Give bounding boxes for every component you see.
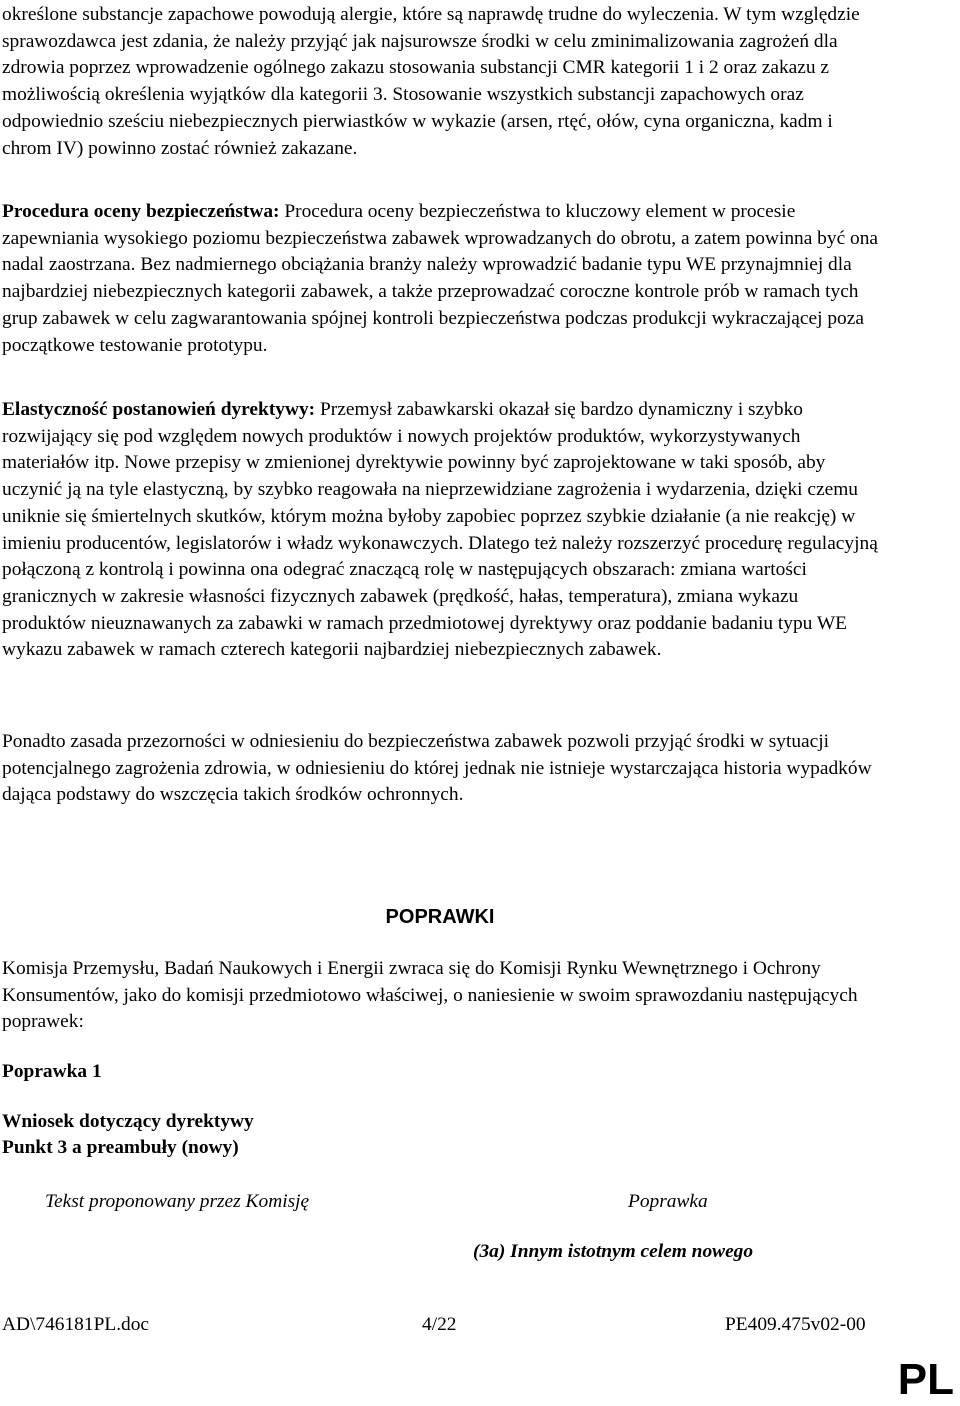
column-label-amendment: Poprawka [628, 1191, 708, 1212]
footer-page-number: 4/22 [422, 1314, 457, 1335]
footer-doc-ref: AD\746181PL.doc [2, 1314, 150, 1335]
proposal-line-2: Punkt 3 a preambuły (nowy) [2, 1137, 239, 1158]
paragraph-precaution: Ponadto zasada przezorności w odniesieniu do bezpieczeństwa zabawek pozwoli przyjąć środki w sytuacji potencjalnego zagrożenia zdrowia, w odniesieniu do której jednak nie istnieje wystarczająca historia wypadków dająca podstawy do wszczęcia takich środków ochronnych. [2, 731, 872, 806]
language-code: PL [897, 1355, 954, 1404]
paragraph-fragrances: określone substancje zapachowe powodują alergie, które są naprawdę trudne do wyleczenia. W tym względzie sprawozdawca jest zdania, że należy przyjąć jak najsurowsze środki w celu zminimalizowania zagrożeń dla zdrowia poprzez wprowadzenie ogólnego zakazu stosowania substancji CMR kategorii 1 i 2 oraz zakazu z możliwością określenia wyjątków dla kategorii 3. Stosowanie wszystkich substancji zapachowych oraz odpowiednio sześciu niebezpiecznych pierwiastków w wykazie (arsen, rtęć, ołów, cyna organiczna, kadm i chrom IV) powinno zostać również zakazane. [2, 4, 860, 159]
amendment-number: Poprawka 1 [2, 1061, 102, 1082]
paragraph-flexibility [2, 397, 882, 664]
amendment-text: (3a) Innym istotnym celem nowego [473, 1241, 754, 1262]
proposal-line-1: Wniosek dotyczący dyrektywy [2, 1111, 254, 1132]
footer-pe-ref: PE409.475v02-00 [725, 1314, 866, 1335]
paragraph-safety-assessment-title: Procedura oceny bezpieczeństwa: [2, 201, 280, 222]
amendments-intro: Komisja Przemysłu, Badań Naukowych i Energii zwraca się do Komisji Rynku Wewnętrznego i Ochrony Konsumentów, jako do komisji przedmiotowo właściwej, o naniesienie w swoim sprawozdaniu następujących poprawek: [2, 958, 858, 1033]
paragraph-flexibility-text: Przemysł zabawkarski okazał się bardzo dynamiczny i szybko rozwijający się pod względem nowych produktów i nowych projektów produktów, wykorzystywanych materiałów itp. Nowe przepisy w zmienionej dyrektywie powinny być zaprojektowane w taki sposób, aby uczynić ją na tyle elastyczną, by szybko reagowała na nieprzewidziane zagrożenia i wydarzenia, dzięki czemu uniknie się śmiertelnych skutków, którym można byłoby zapobiec poprzez szybkie działanie (a nie reakcję) w imieniu producentów, legislatorów i władz wykonawczych. Dlatego też należy rozszerzyć procedurę regulacyjną połączoną z kontrolą i powinna ona odegrać znaczącą rolę w następujących obszarach: zmiana wartości granicznych w zakresie własności fizycznych zabawek (prędkość, hałas, temperatura), zmiana wykazu produktów nieuznawanych za zabawki w ramach przedmiotowej dyrektywy oraz poddanie badaniu typu WE wykazu zabawek w ramach czterech kategorii najbardziej niebezpiecznych zabawek. [2, 399, 878, 661]
paragraph-safety-assessment [2, 199, 882, 359]
paragraph-safety-assessment-text: Procedura oceny bezpieczeństwa to kluczowy element w procesie zapewniania wysokiego poziomu bezpieczeństwa zabawek wprowadzanych do obrotu, a zatem powinna być ona nadal zaostrzana. Bez nadmiernego obciążania branży należy wprowadzić badanie typu WE przynajmniej dla najbardziej niebezpiecznych kategorii zabawek, a także przeprowadzać coroczne kontrole prób w ramach tych grup zabawek w celu zagwarantowania spójnej kontroli bezpieczeństwa podczas produkcji wykraczającej poza początkowe testowanie prototypu. [2, 201, 879, 356]
paragraph-flexibility-title: Elastyczność postanowień dyrektywy: [2, 399, 316, 420]
column-label-commission-text: Tekst proponowany przez Komisję [45, 1191, 310, 1212]
amendments-heading: POPRAWKI [385, 906, 495, 928]
